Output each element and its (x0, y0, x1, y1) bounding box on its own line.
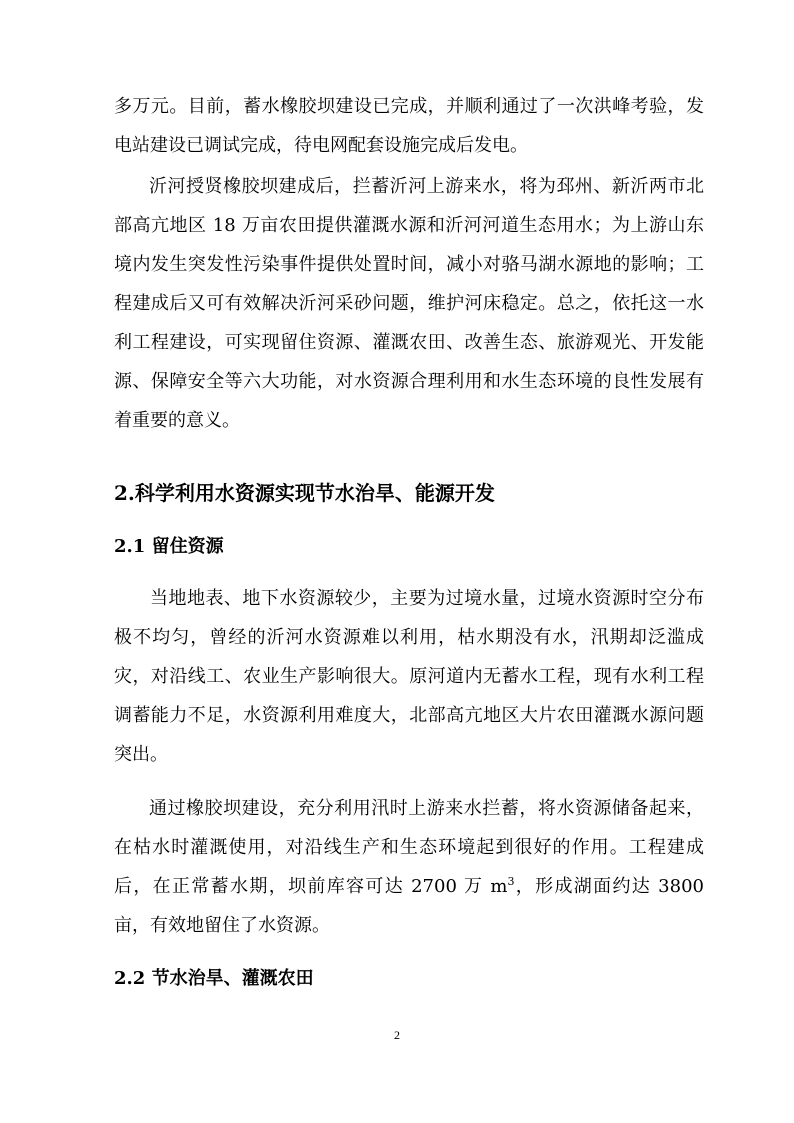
paragraph-2: 沂河授贤橡胶坝建成后，拦蓄沂河上游来水，将为邳州、新沂两市北部高亢地区 18 万亩农田提供灌溉水源和沂河河道生态用水；为上游山东境内发生突发性污染事件提供处置时间，减小对骆马湖水源地的影响；工程建成后又可有效解决沂河采砂问题，维护河床稳定。总之，依托这一水利工程建设，可实现留住资源、灌溉农田、改善生态、旅游观光、开发能源、保障安全等六大功能，对水资源合理利用和水生态环境的良性发展有着重要的意义。 (114, 176, 704, 431)
paragraph-4-text: 通过橡胶坝建设，充分利用汛时上游来水拦蓄，将水资源储备起来，在枯水时灌溉使用，对沿线生产和生态环境起到很好的作用。工程建成后，在正常蓄水期，坝前库容可达 2700 万 m (114, 798, 704, 897)
superscript-3: 3 (507, 875, 515, 888)
subsection-heading-2-1: 2.1 留住资源 (114, 536, 224, 557)
paragraph-4 (114, 789, 704, 945)
paragraph-3: 当地地表、地下水资源较少，主要为过境水量，过境水资源时空分布极不均匀，曾经的沂河水资源难以利用，枯水期没有水，汛期却泛滥成灾，对沿线工、农业生产影响很大。原河道内无蓄水工程，现有水利工程调蓄能力不足，水资源利用难度大，北部高亢地区大片农田灌溉水源问题突出。 (114, 588, 704, 765)
section-heading-2: 2.科学利用水资源实现节水治旱、能源开发 (114, 481, 495, 505)
paragraph-4-tail: ，形成湖面约达 3800 亩，有效地留住了水资源。 (114, 876, 704, 936)
paragraph-1: 多万元。目前，蓄水橡胶坝建设已完成，并顺利通过了一次洪峰考验，发电站建设已调试完成，待电网配套设施完成后发电。 (114, 96, 704, 156)
subsection-heading-2-2: 2.2 节水治旱、灌溉农田 (114, 968, 314, 989)
page-number: 2 (394, 1028, 400, 1042)
